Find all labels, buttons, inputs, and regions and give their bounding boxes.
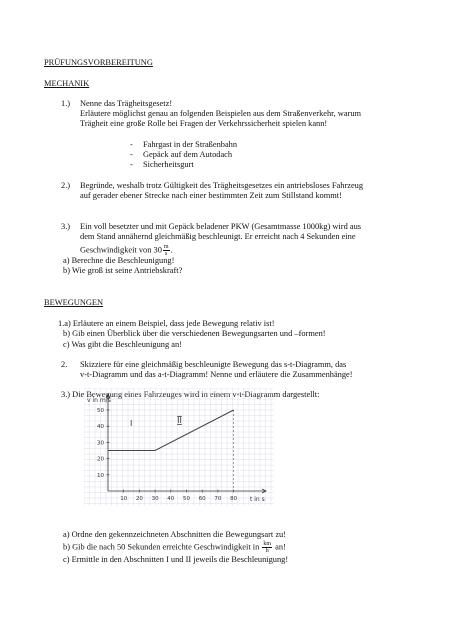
b1-task-b: b) Gib einen Überblick über die verschiedenen Bewegungsarten und –formen! xyxy=(63,329,326,338)
y-tick-label: 20 xyxy=(97,456,104,463)
y-tick-label: 50 xyxy=(97,408,104,414)
q1-bullet-dash: - xyxy=(130,150,133,159)
x-tick-label: 40 xyxy=(167,496,175,502)
b1-task-c: c) Was gibt die Beschleunigung an! xyxy=(63,340,182,349)
b2-line1: Skizziere für eine gleichmäßig beschleunigte Bewegung das s-t-Diagramm, das xyxy=(80,360,347,369)
x-tick-label: 50 xyxy=(183,496,190,502)
x-tick-label: 20 xyxy=(135,496,143,502)
y-tick-label: 30 xyxy=(97,440,104,447)
b1-task-a: 1.a) Erläutere an einem Beispiel, dass jede Bewegung relativ ist! xyxy=(58,319,275,328)
y-axis-label: v in m/s xyxy=(87,397,111,404)
x-axis-label: t in s xyxy=(250,496,265,503)
page-header: PRÜFUNGSVORBEREITUNG xyxy=(44,58,153,67)
q1-line1: Nenne das Trägheitsgesetz! xyxy=(80,99,173,108)
q3-task-a: a) Berechne die Beschleunigung! xyxy=(63,256,175,265)
q1-number: 1.) xyxy=(61,99,71,108)
section-mechanik: MECHANIK xyxy=(44,79,90,88)
q3-task-b: b) Wie groß ist seine Antriebskraft? xyxy=(63,266,183,275)
section-bewegungen: BEWEGUNGEN xyxy=(44,298,104,307)
b2-line2: v-t-Diagramm und das a-t-Diagramm! Nenne und erläutere die Zusammenhänge! xyxy=(80,370,353,379)
q2-line1: Begründe, weshalb trotz Gültigkeit des Trägheitsgesetzes ein antriebsloses Fahrzeug xyxy=(80,181,364,190)
y-tick-label: 10 xyxy=(97,472,104,479)
q1-bullet-2: Gepäck auf dem Autodach xyxy=(143,150,233,159)
fraction-numerator: km xyxy=(263,541,272,547)
q3-line3-end: . xyxy=(170,245,173,255)
x-tick-label: 10 xyxy=(120,496,128,502)
q1-line3: Trägheit eine große Rolle bei Fragen der Verkehrssicherheit spielen kann! xyxy=(80,119,328,128)
section-label-I: I xyxy=(129,419,133,429)
q2-number: 2.) xyxy=(61,181,71,190)
vt-diagram xyxy=(84,388,274,506)
q3-number: 3.) xyxy=(61,222,71,231)
q3-line2: dem Stand annähernd gleichmäßig beschleunigt. Er erreicht nach 4 Sekunden eine xyxy=(80,232,356,241)
b3-task-b xyxy=(63,541,286,554)
x-tick-label: 30 xyxy=(151,496,159,502)
x-tick-label: 80 xyxy=(230,496,238,502)
section-label-II: II xyxy=(177,415,182,425)
b3-task-b-end: an! xyxy=(275,542,286,552)
fraction-denominator: h xyxy=(265,548,269,554)
x-tick-label: 60 xyxy=(198,496,206,502)
y-tick-label: 40 xyxy=(97,424,104,431)
q2-line2: auf gerader ebener Strecke nach einer bestimmten Zeit zum Stillstand kommt! xyxy=(80,191,342,200)
fraction-denominator: s xyxy=(165,251,168,257)
b3-intro: 3.) Die Bewegung eines Fahrzeuges wird in einem v-t-Diagramm dargestellt: xyxy=(61,390,320,399)
q1-line2: Erläutere möglichst genau an folgenden Beispielen aus dem Straßenverkehr, warum xyxy=(80,109,362,118)
b2-number: 2. xyxy=(61,360,68,369)
q1-bullet-dash: - xyxy=(130,140,133,149)
unit-fraction-km-h xyxy=(262,541,272,554)
q1-bullet-3: Sicherheitsgurt xyxy=(143,160,194,169)
b3-task-c: c) Ermittle in den Abschnitten I und II jeweils die Beschleunigung! xyxy=(63,555,289,564)
series-line xyxy=(108,410,234,451)
q1-bullet-1: Fahrgast in der Straßenbahn xyxy=(143,140,238,149)
x-tick-label: 70 xyxy=(214,496,222,502)
b3-task-a: a) Ordne den gekennzeichneten Abschnitten die Bewegungsart zu! xyxy=(63,530,287,539)
q3-line3-text: Geschwindigkeit von 30 xyxy=(80,245,162,255)
fraction-numerator: m xyxy=(163,244,169,250)
q3-line1: Ein voll besetzter und mit Gepäck beladener PKW (Gesamtmasse 1000kg) wird aus xyxy=(80,222,362,231)
b3-task-b-text: b) Gib die nach 50 Sekunden erreichte Geschwindigkeit in xyxy=(63,542,260,552)
q1-bullet-dash: - xyxy=(130,160,133,169)
